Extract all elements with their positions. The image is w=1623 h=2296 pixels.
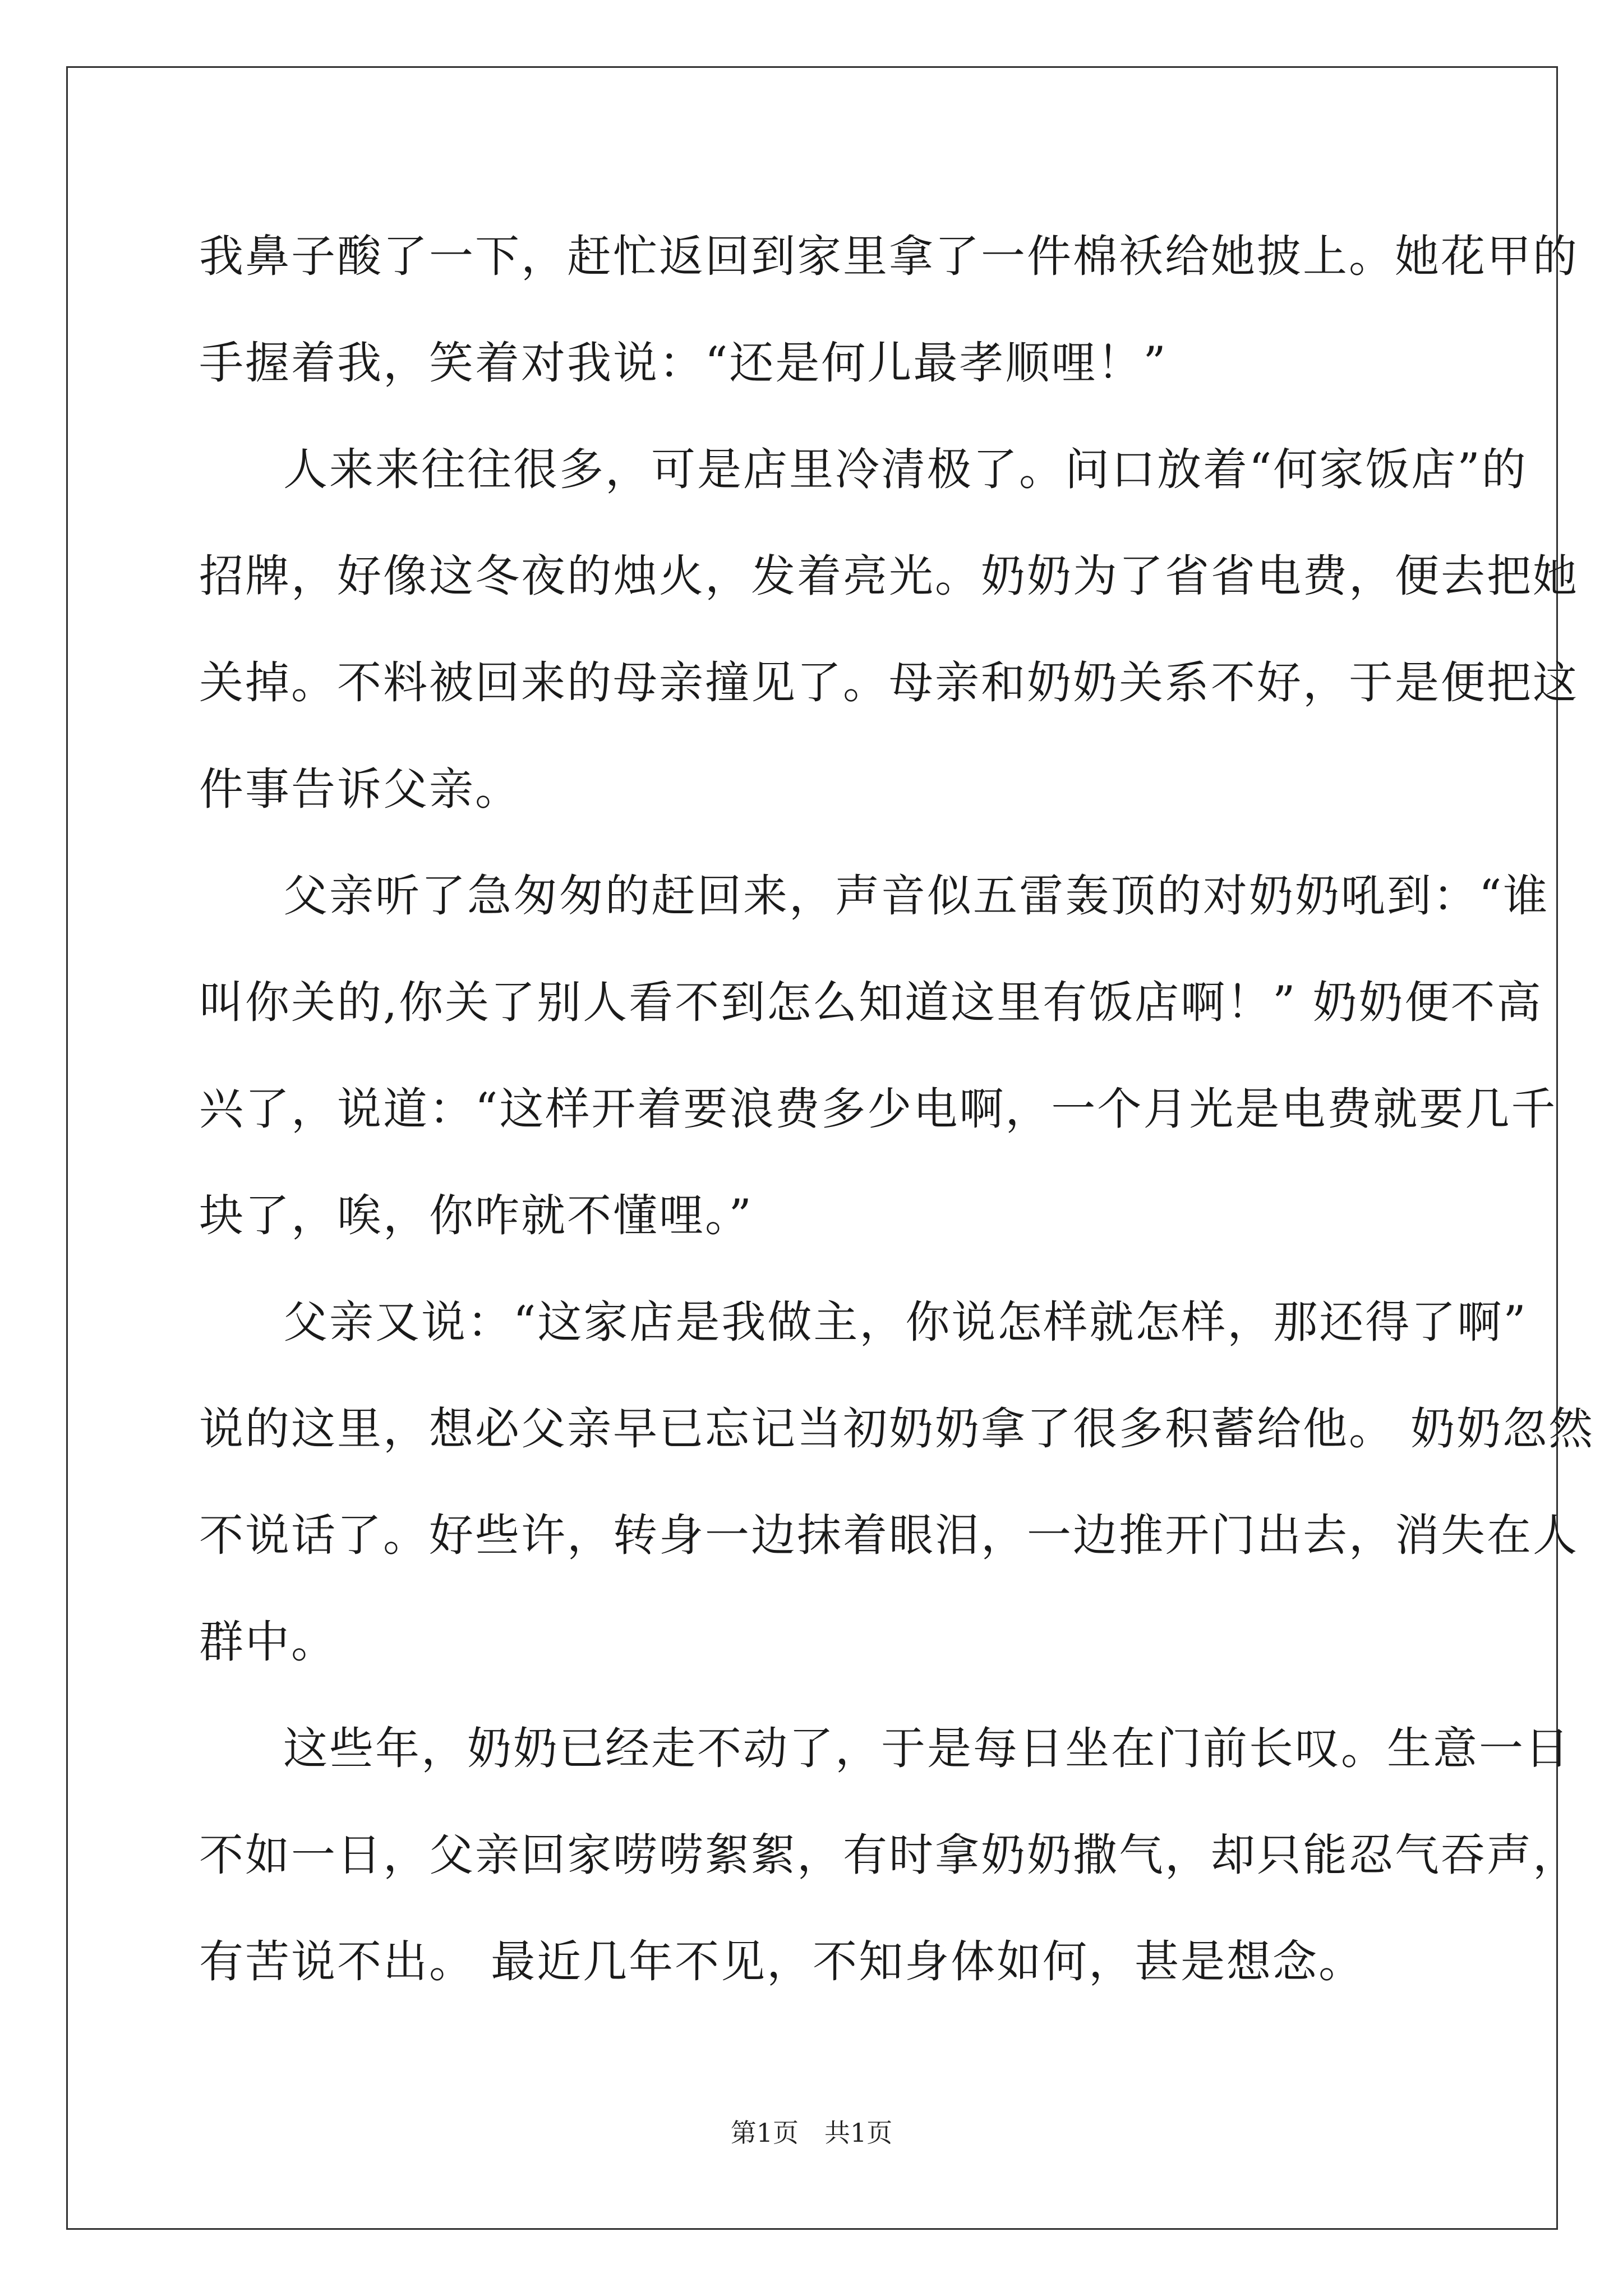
text-line-8: 叫你关的,你关了别人看不到怎么知道这里有饭店啊！” 奶奶便不高 (199, 977, 1543, 1028)
text-line-17: 有苦说不出。 最近几年不见，不知身体如何，甚是想念。 (199, 1936, 1365, 1987)
text-line-1: 我鼻子酸了一下，赶忙返回到家里拿了一件棉袄给她披上。她花甲的 (199, 231, 1579, 282)
text-line-3: 人来来往往很多，可是店里冷清极了。问口放着“何家饭店”的 (283, 444, 1528, 495)
text-line-11: 父亲又说：“这家店是我做主，你说怎样就怎样，那还得了啊” (283, 1296, 1528, 1348)
text-line-16: 不如一日，父亲回家唠唠絮絮，有时拿奶奶撒气，却只能忍气吞声， (199, 1829, 1579, 1881)
text-line-4: 招牌，好像这冬夜的烛火，发着亮光。奶奶为了省省电费，便去把她 (199, 550, 1579, 602)
page-footer: 第1页 共1页 (730, 2118, 893, 2148)
text-line-7: 父亲听了急匆匆的赶回来，声音似五雷轰顶的对奶奶吼到：“谁 (283, 870, 1550, 922)
text-line-10: 块了，唉，你咋就不懂哩。” (199, 1190, 753, 1241)
text-line-5: 关掉。不料被回来的母亲撞见了。母亲和奶奶关系不好，于是便把这 (199, 657, 1579, 708)
document-body (199, 203, 1595, 2015)
text-line-13: 不说话了。好些许，转身一边抹着眼泪，一边推开门出去，消失在人 (199, 1510, 1579, 1561)
text-line-15: 这些年，奶奶已经走不动了，于是每日坐在门前长叹。生意一日 (283, 1723, 1571, 1774)
text-line-12: 说的这里，想必父亲早已忘记当初奶奶拿了很多积蓄给他。 奶奶忽然 (199, 1403, 1595, 1455)
text-line-6: 件事告诉父亲。 (199, 763, 521, 815)
text-line-14: 群中。 (199, 1616, 337, 1668)
text-line-2: 手握着我，笑着对我说：“还是何儿最孝顺哩！” (199, 337, 1168, 389)
text-line-9: 兴了，说道：“这样开着要浪费多少电啊，一个月光是电费就要几千 (199, 1083, 1557, 1135)
